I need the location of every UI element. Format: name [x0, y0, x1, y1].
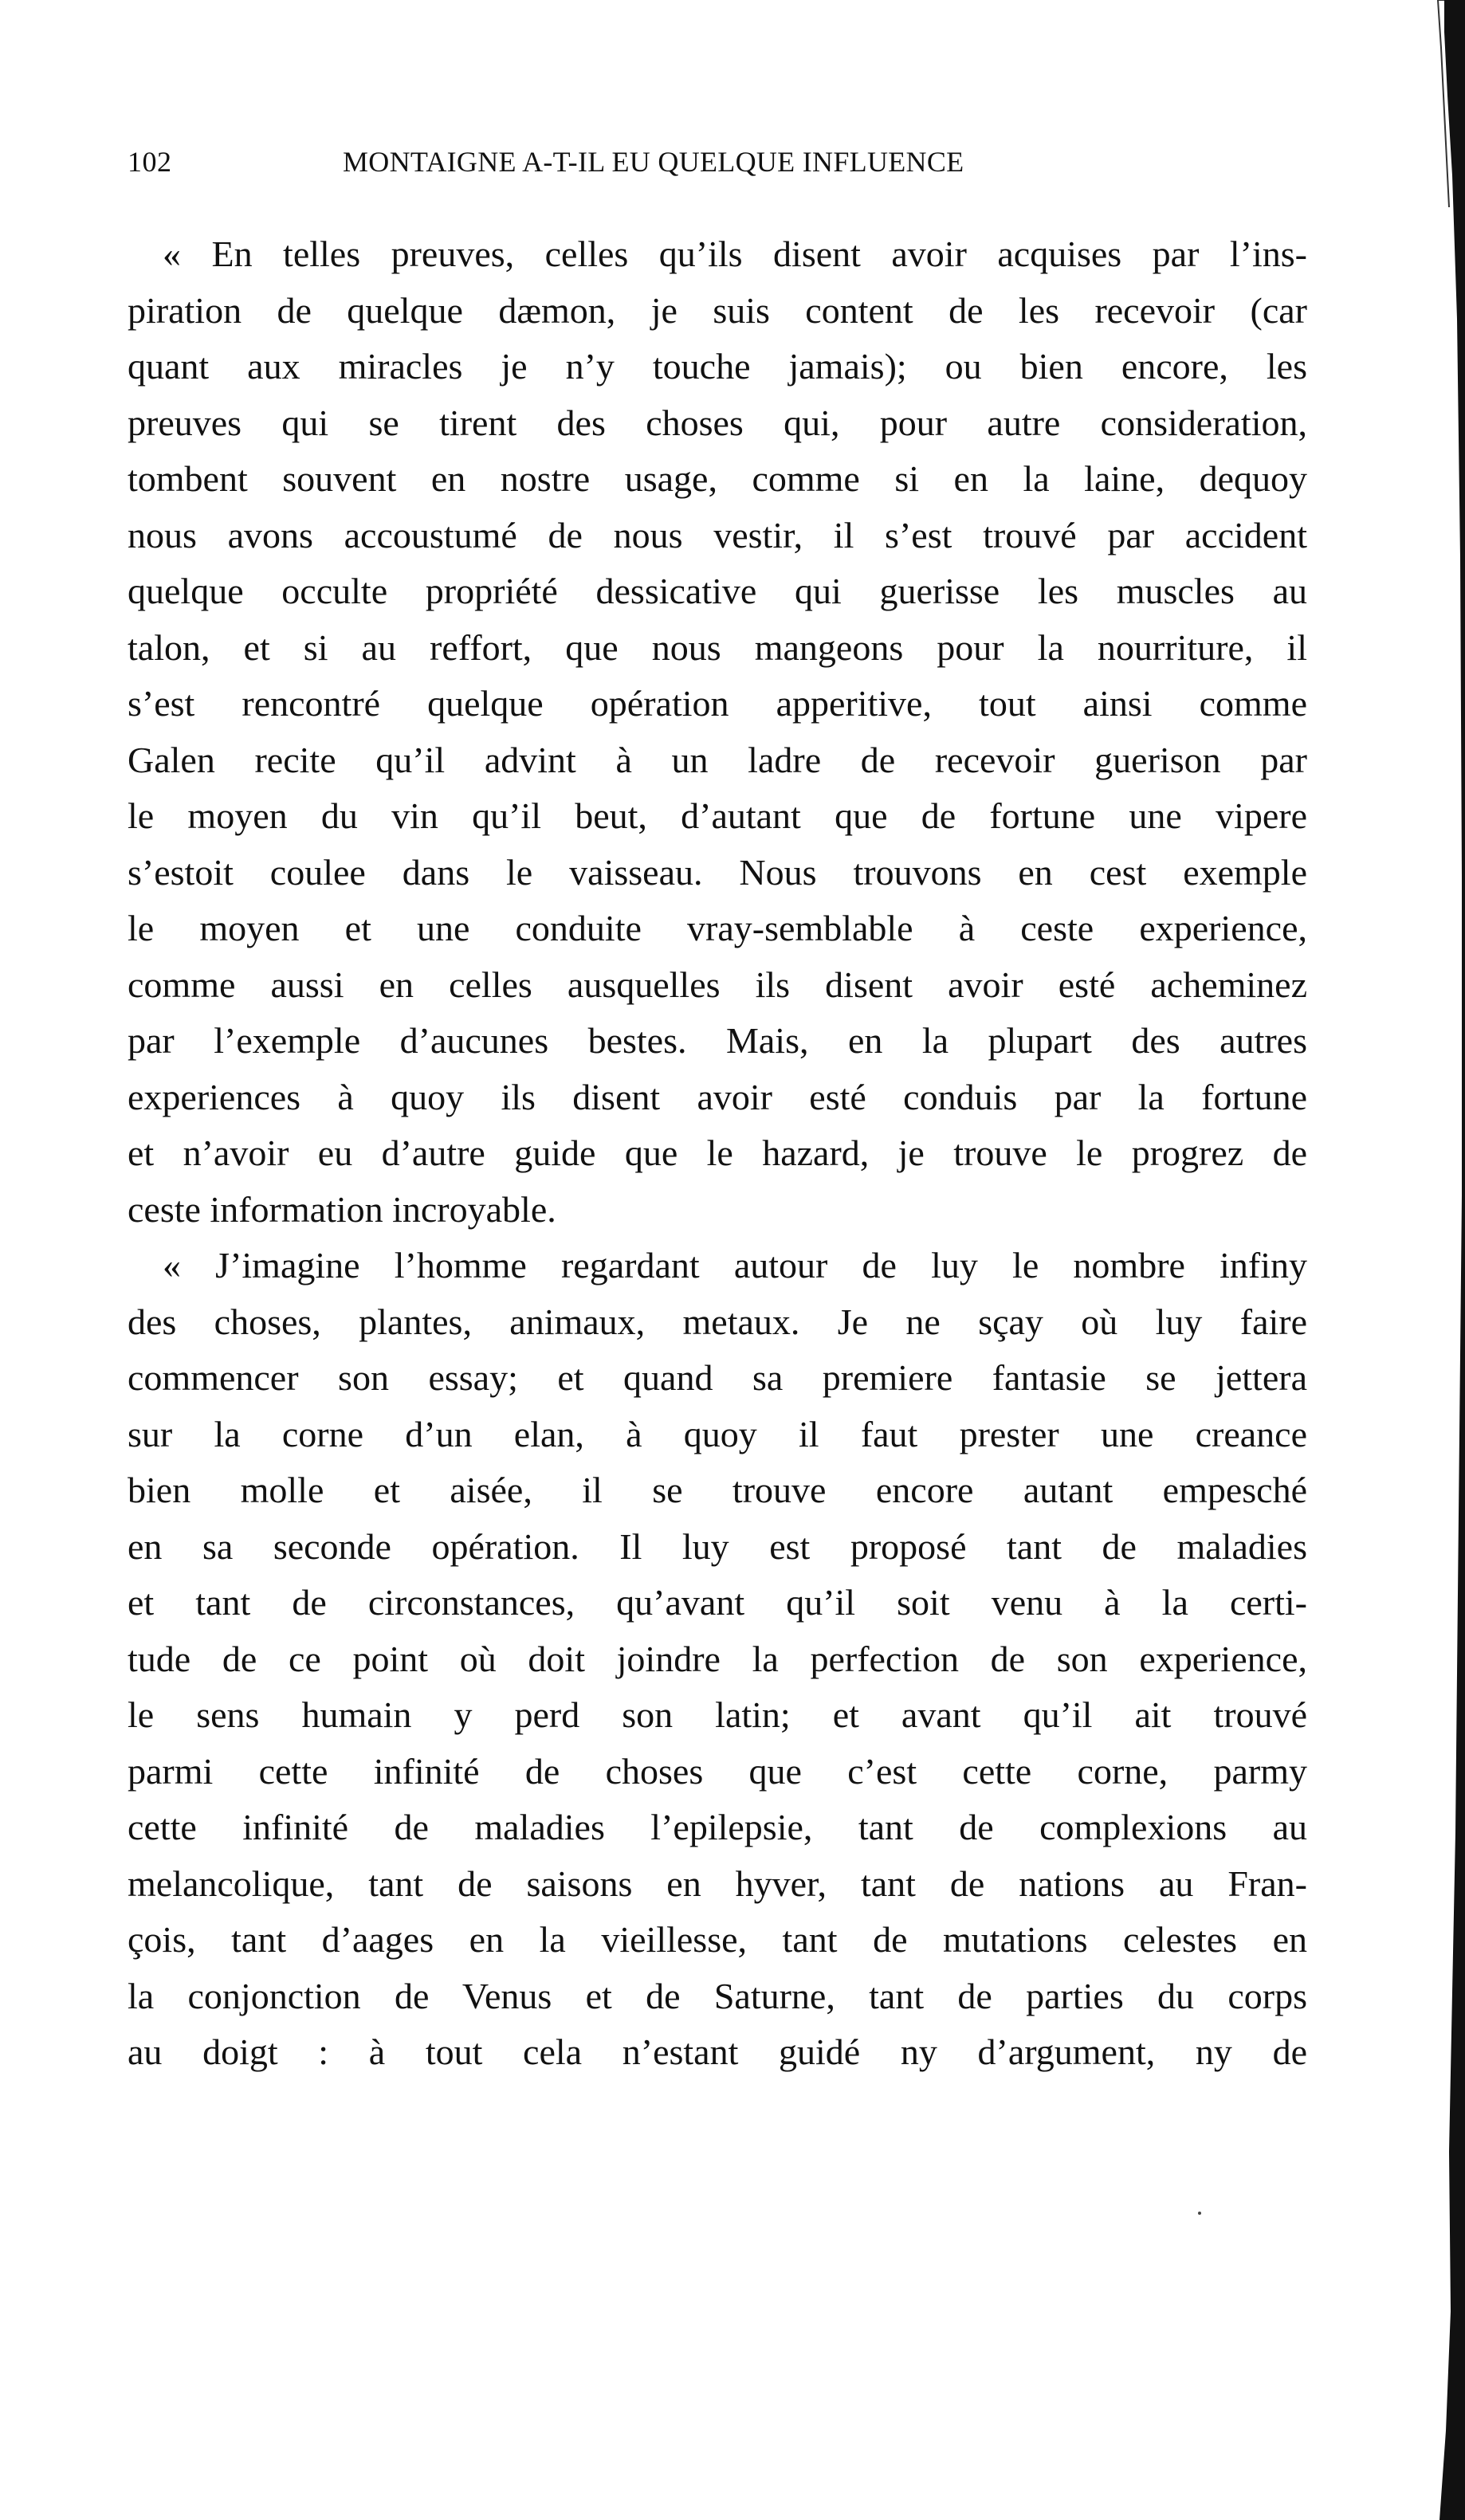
text-line: bien molle et aisée, il se trouve encore autant empesché	[128, 1470, 1307, 1510]
text-line: sur la corne d’un elan, à quoy il faut prester une creance	[128, 1413, 1307, 1454]
text-line: Galen recite qu’il advint à un ladre de recevoir guerison par	[128, 739, 1307, 780]
text-line: s’est rencontré quelque opération apperitive, tout ainsi comme	[128, 683, 1307, 724]
running-title: MONTAIGNE A-T-IL EU QUELQUE INFLUENCE	[343, 146, 964, 178]
text-line: quelque occulte propriété dessicative qui guerisse les muscles au	[128, 571, 1307, 611]
text-line: le sens humain y perd son latin; et avant qu’il ait trouvé	[128, 1694, 1307, 1735]
text-line: quant aux miracles je n’y touche jamais); ou bien encore, les	[128, 346, 1307, 387]
body-text	[128, 226, 1307, 2081]
text-line: melancolique, tant de saisons en hyver, tant de nations au Fran-	[128, 1863, 1307, 1904]
text-line: « J’imagine l’homme regardant autour de luy le nombre infiny	[163, 1245, 1307, 1286]
text-line: cette infinité de maladies l’epilepsie, tant de complexions au	[128, 1807, 1307, 1847]
text-line: et n’avoir eu d’autre guide que le hazard, je trouve le progrez de	[128, 1132, 1307, 1173]
stray-ink-mark	[1198, 2212, 1201, 2215]
text-line: parmi cette infinité de choses que c’est cette corne, parmy	[128, 1750, 1307, 1792]
text-line: le moyen du vin qu’il beut, d’autant que de fortune une vipere	[128, 795, 1307, 836]
binding-shadow	[1409, 0, 1465, 2520]
text-line: commencer son essay; et quand sa premiere fantasie se jettera	[128, 1357, 1307, 1398]
text-line: la conjonction de Venus et de Saturne, tant de parties du corps	[128, 1975, 1307, 2016]
binding-shadow-shape	[1409, 0, 1465, 2520]
text-line: ceste information incroyable.	[128, 1188, 556, 1230]
paragraph-2	[128, 1238, 1307, 2081]
text-line: le moyen et une conduite vray-semblable à ceste experience,	[128, 908, 1307, 948]
text-line: talon, et si au reffort, que nous mangeons pour la nourriture, il	[128, 626, 1307, 668]
text-line: tombent souvent en nostre usage, comme si en la laine, dequoy	[128, 458, 1307, 499]
page-number: 102	[128, 146, 172, 178]
text-line: s’estoit coulee dans le vaisseau. Nous trouvons en cest exemple	[128, 851, 1307, 893]
text-line: tude de ce point où doit joindre la perfection de son experience,	[128, 1638, 1307, 1679]
text-line: comme aussi en celles ausquelles ils disent avoir esté acheminez	[128, 964, 1307, 1005]
text-line: çois, tant d’aages en la vieillesse, tant de mutations celestes en	[128, 1919, 1307, 1960]
text-line: experiences à quoy ils disent avoir esté conduis par la fortune	[128, 1076, 1307, 1117]
text-line: « En telles preuves, celles qu’ils disent avoir acquises par l’ins-	[163, 234, 1307, 274]
paragraph-1	[128, 226, 1307, 1238]
text-line: nous avons accoustumé de nous vestir, il s’est trouvé par accident	[128, 514, 1307, 555]
text-line: en sa seconde opération. Il luy est proposé tant de maladies	[128, 1525, 1307, 1567]
text-line: au doigt : à tout cela n’estant guidé ny d’argument, ny de	[128, 2031, 1307, 2072]
text-line: piration de quelque dæmon, je suis content de les recevoir (car	[128, 289, 1307, 331]
text-line: preuves qui se tirent des choses qui, pour autre consideration,	[128, 402, 1307, 443]
text-line: des choses, plantes, animaux, metaux. Je ne sçay où luy faire	[128, 1301, 1307, 1342]
text-line: et tant de circonstances, qu’avant qu’il soit venu à la certi-	[128, 1582, 1307, 1623]
running-head	[128, 145, 1275, 185]
text-line: par l’exemple d’aucunes bestes. Mais, en la plupart des autres	[128, 1020, 1307, 1061]
